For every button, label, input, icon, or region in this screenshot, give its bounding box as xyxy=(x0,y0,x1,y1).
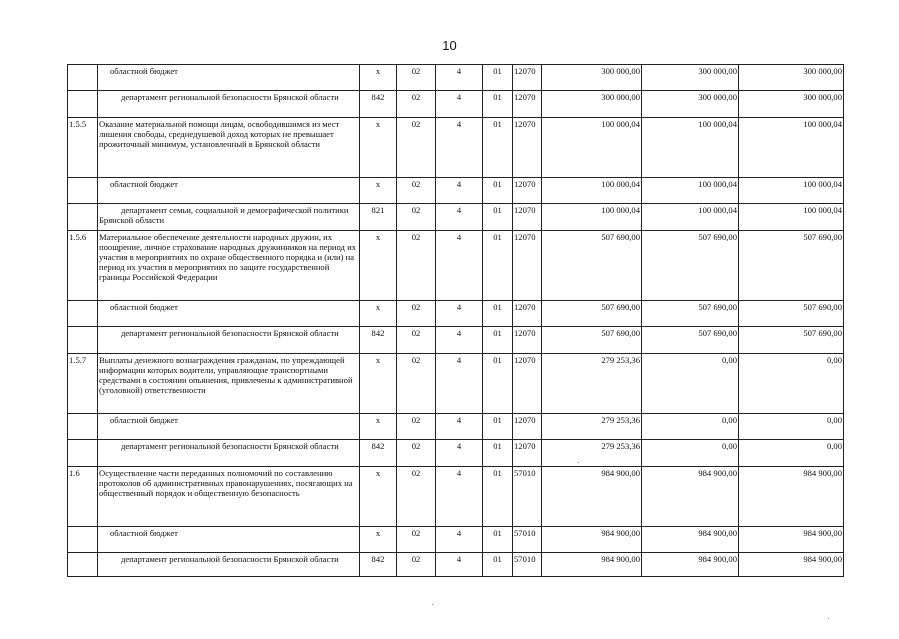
item-number-cell xyxy=(68,178,98,204)
grbs-code-cell: х xyxy=(360,65,397,91)
item-number-cell xyxy=(68,301,98,327)
target-article-code-cell: 12070 xyxy=(513,178,542,204)
program-code-cell: 01 xyxy=(483,327,513,354)
program-code-cell: 01 xyxy=(483,204,513,231)
amount-year3-cell: 100 000,04 xyxy=(739,118,844,178)
section-code-cell: 02 xyxy=(397,65,436,91)
item-name-cell: департамент региональной безопасности Брянской области xyxy=(98,327,360,354)
table-row xyxy=(68,204,844,231)
amount-year1-cell: 507 690,00 xyxy=(542,327,642,354)
item-name-cell: департамент региональной безопасности Брянской области xyxy=(98,91,360,118)
table-row xyxy=(68,354,844,414)
section-code-cell: 02 xyxy=(397,527,436,553)
program-code-cell: 01 xyxy=(483,553,513,577)
program-code-cell: 01 xyxy=(483,118,513,178)
amount-year3-cell: 984 900,00 xyxy=(739,553,844,577)
program-code-cell: 01 xyxy=(483,65,513,91)
amount-year3-cell: 0,00 xyxy=(739,440,844,467)
subsection-code-cell: 4 xyxy=(436,65,483,91)
amount-year3-cell: 300 000,00 xyxy=(739,91,844,118)
amount-year1-cell: 279 253,36 xyxy=(542,414,642,440)
section-code-cell: 02 xyxy=(397,118,436,178)
table-body xyxy=(68,65,844,577)
table-row xyxy=(68,91,844,118)
section-code-cell: 02 xyxy=(397,327,436,354)
amount-year2-cell: 984 900,00 xyxy=(642,553,739,577)
item-name-cell: департамент семьи, социальной и демографической политики Брянской области xyxy=(98,204,360,231)
section-code-cell: 02 xyxy=(397,414,436,440)
item-name-cell: Материальное обеспечение деятельности народных дружин, их поощрение, личное страхование народных дружинников на период их участия в мероприятиях по охране общественного порядка и (или) на период их участия в мероприятиях по защите государственной границы Российской Федерации xyxy=(98,231,360,301)
subsection-code-cell: 4 xyxy=(436,231,483,301)
subsection-code-cell: 4 xyxy=(436,301,483,327)
item-number-cell: 1.5.7 xyxy=(68,354,98,414)
program-code-cell: 01 xyxy=(483,91,513,118)
section-code-cell: 02 xyxy=(397,553,436,577)
table-row xyxy=(68,467,844,527)
grbs-code-cell: х xyxy=(360,467,397,527)
amount-year1-cell: 279 253,36 xyxy=(542,354,642,414)
program-code-cell: 01 xyxy=(483,440,513,467)
amount-year1-cell: 984 900,00 xyxy=(542,527,642,553)
amount-year1-cell: 984 900,00 xyxy=(542,467,642,527)
item-name-cell: Выплаты денежного вознаграждения гражданам, по упреждающей информации которых водители, управляющие транспортными средствами в состоянии опьянения, привлечены к административной (уголовной) ответственности xyxy=(98,354,360,414)
section-code-cell: 02 xyxy=(397,354,436,414)
target-article-code-cell: 12070 xyxy=(513,440,542,467)
table-row xyxy=(68,327,844,354)
amount-year3-cell: 984 900,00 xyxy=(739,467,844,527)
target-article-code-cell: 12070 xyxy=(513,327,542,354)
subsection-code-cell: 4 xyxy=(436,467,483,527)
grbs-code-cell: 821 xyxy=(360,204,397,231)
target-article-code-cell: 12070 xyxy=(513,354,542,414)
section-code-cell: 02 xyxy=(397,301,436,327)
item-name-cell: областной бюджет xyxy=(98,414,360,440)
amount-year2-cell: 507 690,00 xyxy=(642,231,739,301)
target-article-code-cell: 57010 xyxy=(513,553,542,577)
grbs-code-cell: х xyxy=(360,178,397,204)
grbs-code-cell: 842 xyxy=(360,327,397,354)
grbs-code-cell: х xyxy=(360,301,397,327)
item-name-cell: областной бюджет xyxy=(98,527,360,553)
target-article-code-cell: 12070 xyxy=(513,414,542,440)
program-code-cell: 01 xyxy=(483,301,513,327)
amount-year3-cell: 984 900,00 xyxy=(739,527,844,553)
section-code-cell: 02 xyxy=(397,440,436,467)
amount-year1-cell: 300 000,00 xyxy=(542,91,642,118)
subsection-code-cell: 4 xyxy=(436,414,483,440)
target-article-code-cell: 57010 xyxy=(513,467,542,527)
item-number-cell xyxy=(68,91,98,118)
subsection-code-cell: 4 xyxy=(436,553,483,577)
amount-year2-cell: 507 690,00 xyxy=(642,301,739,327)
amount-year2-cell: 984 900,00 xyxy=(642,527,739,553)
amount-year1-cell: 984 900,00 xyxy=(542,553,642,577)
amount-year2-cell: 0,00 xyxy=(642,414,739,440)
budget-table xyxy=(67,64,844,577)
item-number-cell xyxy=(68,327,98,354)
table-row xyxy=(68,414,844,440)
amount-year1-cell: 507 690,00 xyxy=(542,231,642,301)
item-number-cell: 1.6 xyxy=(68,467,98,527)
amount-year2-cell: 0,00 xyxy=(642,440,739,467)
table-row xyxy=(68,178,844,204)
amount-year2-cell: 984 900,00 xyxy=(642,467,739,527)
target-article-code-cell: 12070 xyxy=(513,301,542,327)
amount-year1-cell: 100 000,04 xyxy=(542,118,642,178)
subsection-code-cell: 4 xyxy=(436,178,483,204)
program-code-cell: 01 xyxy=(483,527,513,553)
amount-year3-cell: 300 000,00 xyxy=(739,65,844,91)
target-article-code-cell: 12070 xyxy=(513,118,542,178)
item-number-cell xyxy=(68,440,98,467)
page-number: 10 xyxy=(442,38,457,53)
scan-artifact xyxy=(828,618,829,619)
grbs-code-cell: х xyxy=(360,527,397,553)
grbs-code-cell: х xyxy=(360,231,397,301)
program-code-cell: 01 xyxy=(483,414,513,440)
section-code-cell: 02 xyxy=(397,91,436,118)
grbs-code-cell: 842 xyxy=(360,440,397,467)
item-number-cell: 1.5.5 xyxy=(68,118,98,178)
amount-year2-cell: 100 000,04 xyxy=(642,178,739,204)
item-number-cell xyxy=(68,527,98,553)
target-article-code-cell: 12070 xyxy=(513,91,542,118)
item-name-cell: Осуществление части переданных полномочий по составлению протоколов об административных правонарушениях, посягающих на общественный порядок и общественную безопасность xyxy=(98,467,360,527)
grbs-code-cell: 842 xyxy=(360,553,397,577)
section-code-cell: 02 xyxy=(397,231,436,301)
item-name-cell: областной бюджет xyxy=(98,301,360,327)
amount-year1-cell: 279 253,36 xyxy=(542,440,642,467)
table-row xyxy=(68,440,844,467)
subsection-code-cell: 4 xyxy=(436,440,483,467)
grbs-code-cell: 842 xyxy=(360,91,397,118)
section-code-cell: 02 xyxy=(397,204,436,231)
amount-year1-cell: 100 000,04 xyxy=(542,178,642,204)
amount-year2-cell: 100 000,04 xyxy=(642,118,739,178)
amount-year2-cell: 300 000,00 xyxy=(642,65,739,91)
amount-year3-cell: 0,00 xyxy=(739,414,844,440)
subsection-code-cell: 4 xyxy=(436,91,483,118)
amount-year1-cell: 300 000,00 xyxy=(542,65,642,91)
item-number-cell xyxy=(68,65,98,91)
scan-artifact xyxy=(432,604,433,605)
table-row xyxy=(68,527,844,553)
amount-year3-cell: 100 000,04 xyxy=(739,204,844,231)
amount-year3-cell: 507 690,00 xyxy=(739,231,844,301)
grbs-code-cell: х xyxy=(360,414,397,440)
item-name-cell: департамент региональной безопасности Брянской области xyxy=(98,440,360,467)
program-code-cell: 01 xyxy=(483,231,513,301)
section-code-cell: 02 xyxy=(397,467,436,527)
item-name-cell: областной бюджет xyxy=(98,178,360,204)
subsection-code-cell: 4 xyxy=(436,118,483,178)
subsection-code-cell: 4 xyxy=(436,327,483,354)
scan-artifact xyxy=(578,462,579,463)
table-row xyxy=(68,65,844,91)
program-code-cell: 01 xyxy=(483,354,513,414)
amount-year1-cell: 507 690,00 xyxy=(542,301,642,327)
table-row xyxy=(68,553,844,577)
program-code-cell: 01 xyxy=(483,178,513,204)
item-number-cell xyxy=(68,414,98,440)
amount-year3-cell: 507 690,00 xyxy=(739,301,844,327)
section-code-cell: 02 xyxy=(397,178,436,204)
target-article-code-cell: 12070 xyxy=(513,204,542,231)
item-number-cell: 1.5.6 xyxy=(68,231,98,301)
table-row xyxy=(68,118,844,178)
item-number-cell xyxy=(68,204,98,231)
program-code-cell: 01 xyxy=(483,467,513,527)
table-row xyxy=(68,231,844,301)
subsection-code-cell: 4 xyxy=(436,204,483,231)
item-number-cell xyxy=(68,553,98,577)
grbs-code-cell: х xyxy=(360,118,397,178)
amount-year2-cell: 100 000,04 xyxy=(642,204,739,231)
grbs-code-cell: х xyxy=(360,354,397,414)
amount-year2-cell: 300 000,00 xyxy=(642,91,739,118)
amount-year1-cell: 100 000,04 xyxy=(542,204,642,231)
item-name-cell: Оказание материальной помощи лицам, освободившимся из мест лишения свободы, среднедушевой доход которых не превышает прожиточный минимум, установленный в Брянской области xyxy=(98,118,360,178)
subsection-code-cell: 4 xyxy=(436,527,483,553)
amount-year3-cell: 100 000,04 xyxy=(739,178,844,204)
amount-year3-cell: 507 690,00 xyxy=(739,327,844,354)
item-name-cell: областной бюджет xyxy=(98,65,360,91)
amount-year2-cell: 0,00 xyxy=(642,354,739,414)
amount-year2-cell: 507 690,00 xyxy=(642,327,739,354)
amount-year3-cell: 0,00 xyxy=(739,354,844,414)
target-article-code-cell: 12070 xyxy=(513,65,542,91)
table-row xyxy=(68,301,844,327)
subsection-code-cell: 4 xyxy=(436,354,483,414)
item-name-cell: департамент региональной безопасности Брянской области xyxy=(98,553,360,577)
target-article-code-cell: 12070 xyxy=(513,231,542,301)
target-article-code-cell: 57010 xyxy=(513,527,542,553)
